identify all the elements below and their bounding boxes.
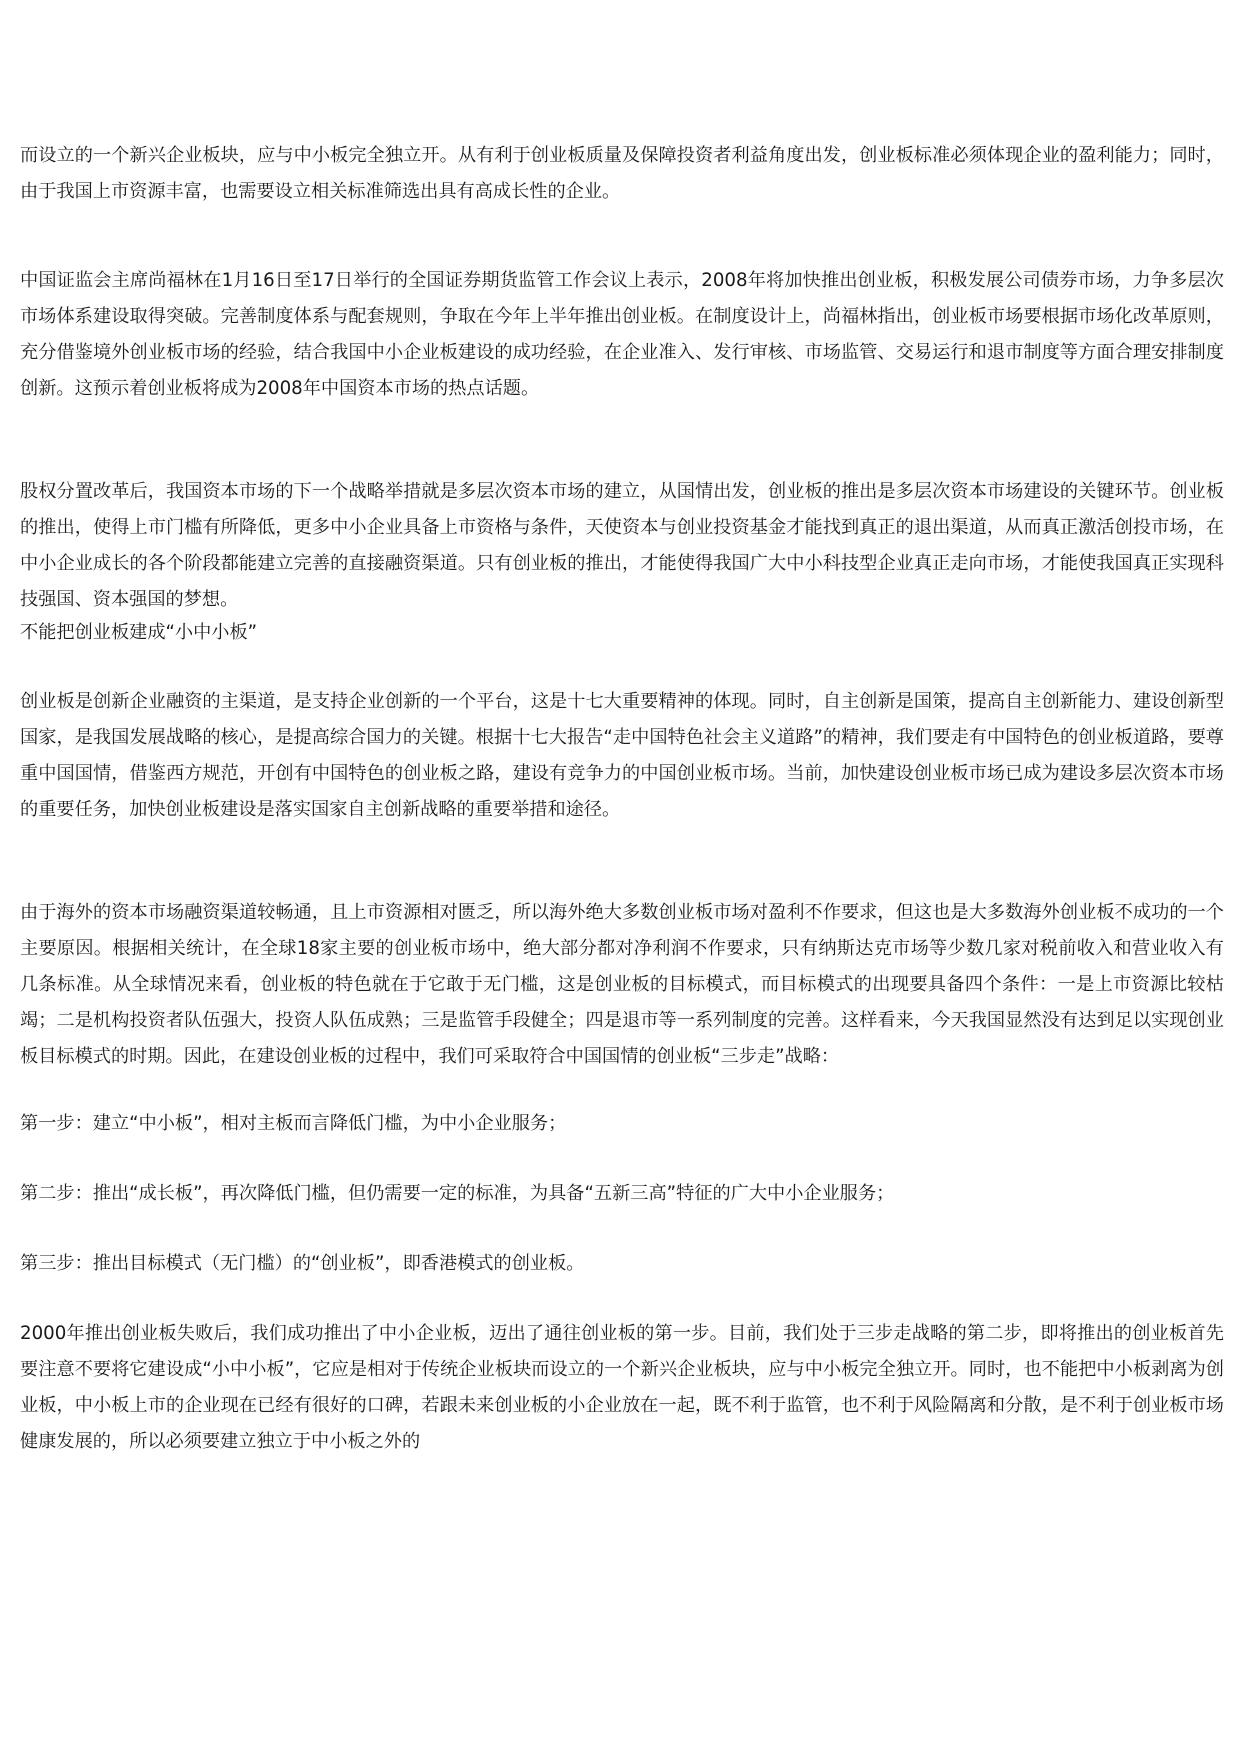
paragraph-5: 由于海外的资本市场融资渠道较畅通，且上市资源相对匮乏，所以海外绝大多数创业板市场对盈利不作要求，但这也是大多数海外创业板不成功的一个主要原因。根据相关统计，在全球18家主要的创业板市场中，绝大部分都对净利润不作要求，只有纳斯达克市场等少数几家对税前收入和营业收入有几条标准。从全球情况来看，创业板的特色就在于它敢于无门槛，这是创业板的目标模式，而目标模式的出现要具备四个条件：一是上市资源比较枯竭；二是机构投资者队伍强大，投资人队伍成熟；三是监管手段健全；四是退市等一系列制度的完善。这样看来，今天我国显然没有达到足以实现创业板目标模式的时期。因此，在建设创业板的过程中，我们可采取符合中国国情的创业板“三步走”战略： xyxy=(20,902,1224,1067)
paragraph-3: 股权分置改革后，我国资本市场的下一个战略举措就是多层次资本市场的建立，从国情出发，创业板的推出是多层次资本市场建设的关键环节。创业板的推出，使得上市门槛有所降低，更多中小企业具备上市资格与条件，天使资本与创业投资基金才能找到真正的退出渠道，从而真正激活创投市场，在中小企业成长的各个阶段都能建立完善的直接融资渠道。只有创业板的推出，才能使得我国广大中小科技型企业真正走向市场，才能使我国真正实现科技强国、资本强国的梦想。 xyxy=(20,481,1224,610)
paragraph-6: 2000年推出创业板失败后，我们成功推出了中小企业板，迈出了通往创业板的第一步。目前，我们处于三步走战略的第二步，即将推出的创业板首先要注意不要将它建设成“小中小板”，它应是相对于传统企业板块而设立的一个新兴企业板块，应与中小板完全独立开。同时，也不能把中小板剥离为创业板，中小板上市的企业现在已经有很好的口碑，若跟未来创业板的小企业放在一起，既不利于监管，也不利于风险隔离和分散，是不利于创业板市场健康发展的，所以必须要建立独立于中小板之外的 xyxy=(20,1323,1224,1452)
step-three: 第三步：推出目标模式（无门槛）的“创业板”，即香港模式的创业板。 xyxy=(20,1253,585,1274)
step-one: 第一步：建立“中小板”，相对主板而言降低门槛，为中小企业服务； xyxy=(20,1113,567,1134)
paragraph-4: 创业板是创新企业融资的主渠道，是支持企业创新的一个平台，这是十七大重要精神的体现。同时，自主创新是国策，提高自主创新能力、建设创新型国家，是我国发展战略的核心，是提高综合国力的关键。根据十七大报告“走中国特色社会主义道路”的精神，我们要走有中国特色的创业板道路，要尊重中国国情，借鉴西方规范，开创有中国特色的创业板之路，建设有竞争力的中国创业板市场。当前，加快建设创业板市场已成为建设多层次资本市场的重要任务，加快创业板建设是落实国家自主创新战略的重要举措和途径。 xyxy=(20,691,1224,820)
section-heading: 不能把创业板建成“小中小板” xyxy=(20,622,258,643)
step-two: 第二步：推出“成长板”，再次降低门槛，但仍需要一定的标准，为具备“五新三高”特征的广大中小企业服务； xyxy=(20,1183,895,1204)
paragraph-1: 而设立的一个新兴企业板块，应与中小板完全独立开。从有利于创业板质量及保障投资者利益角度出发，创业板标准必须体现企业的盈利能力；同时，由于我国上市资源丰富，也需要设立相关标准筛选出具有高成长性的企业。 xyxy=(20,145,1224,202)
paragraph-2: 中国证监会主席尚福林在1月16日至17日举行的全国证券期货监管工作会议上表示，2008年将加快推出创业板，积极发展公司债券市场，力争多层次市场体系建设取得突破。完善制度体系与配套规则，争取在今年上半年推出创业板。在制度设计上，尚福林指出，创业板市场要根据市场化改革原则，充分借鉴境外创业板市场的经验，结合我国中小企业板建设的成功经验，在企业准入、发行审核、市场监管、交易运行和退市制度等方面合理安排制度创新。这预示着创业板将成为2008年中国资本市场的热点话题。 xyxy=(20,270,1224,399)
